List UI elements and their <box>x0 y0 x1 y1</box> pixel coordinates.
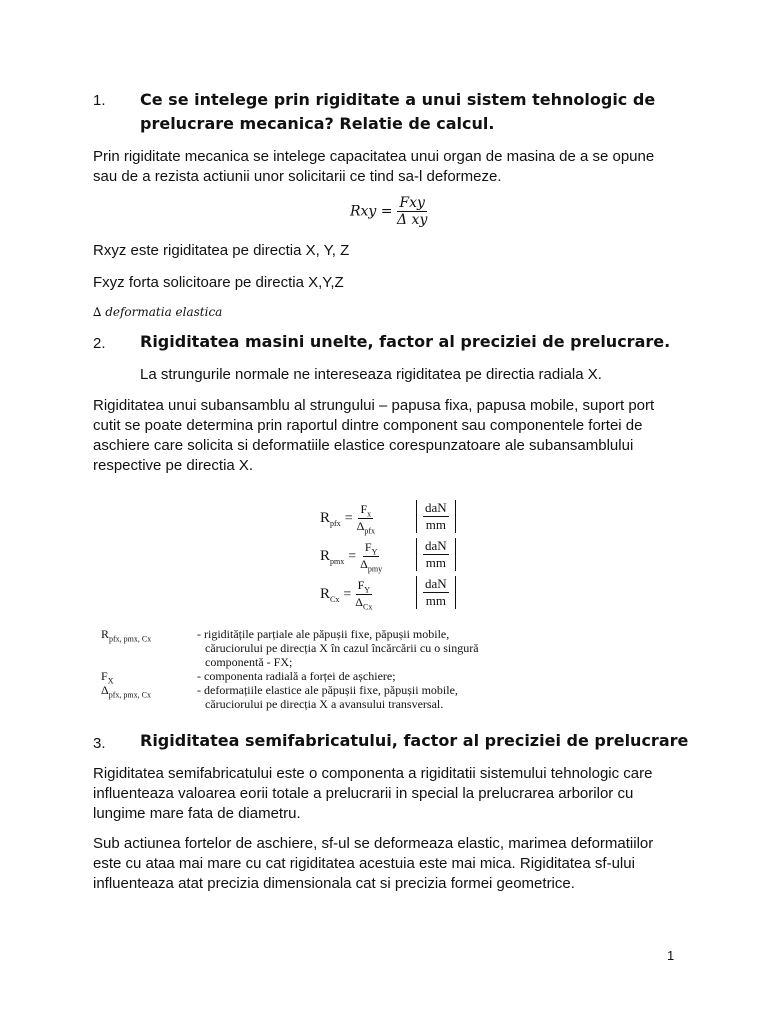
section-2-paragraph <box>93 396 703 476</box>
section-2-indent-line: La strungurile normale ne intereseaza rigiditatea pe directia radiala X. <box>140 366 602 383</box>
legend-line: componentă - FX; <box>205 655 293 669</box>
paragraph-line: Rigiditatea semifabricatului este o componenta a rigiditatii sistemului tehnologic care <box>93 765 653 782</box>
paragraph-line: este cu ataa mai mare cu cat rigiditatea acestuia este mai mica. Rigiditatea sf-ului <box>93 855 635 872</box>
section-1-title-line2: prelucrare mecanica? Relatie de calcul. <box>140 114 495 133</box>
formula-denominator: Δ xy <box>396 212 428 228</box>
formula-lhs: Rxy = <box>350 203 393 220</box>
legend-line: căruciorului pe direcția X în cazul încărcării cu o singură <box>205 641 479 655</box>
section-3-title: Rigiditatea semifabricatului, factor al preciziei de prelucrare <box>140 731 689 750</box>
unit-bracket: daN mm <box>416 576 456 609</box>
paragraph-line: respective pe directia X. <box>93 457 254 474</box>
paragraph-line: Sub actiunea fortelor de aschiere, sf-ul se deformeaza elastic, marimea deformatiilor <box>93 835 654 852</box>
section-3-paragraph-2 <box>93 834 703 894</box>
section-1-number: 1. <box>93 92 106 109</box>
section-3-number: 3. <box>93 735 106 752</box>
definition-delta: ∆ deformatia elastica <box>93 305 223 319</box>
rigidity-formula <box>350 195 427 228</box>
legend-line: căruciorului pe direcția X a avansului transversal. <box>205 697 444 711</box>
legend-symbol: $R_{pfx, pmx, Cx}$ <box>101 627 152 644</box>
section-1-paragraph <box>93 147 693 187</box>
paragraph-line: influenteaza atat precizia dimensionala cat si precizia formei geometrice. <box>93 875 575 892</box>
formula-legend <box>101 627 481 711</box>
formula-lhs: $R_{pfx}$ <box>320 509 341 528</box>
formula-numerator: Fxy <box>399 195 425 211</box>
legend-symbol: $F_X$ <box>101 669 114 686</box>
paragraph-line: lungime mare fata de diametru. <box>93 805 301 822</box>
paragraph-line: Rigiditatea unui subansamblu al strungului – papusa fixa, papusa mobile, suport port <box>93 397 655 414</box>
formula-fraction: $\frac{F_x}{\Delta_{pfx}}$ <box>356 502 375 536</box>
formula-row-pmx: $R_{pmx}$ = $\frac{F_Y}{\Delta_{pmy}}$ <box>320 540 383 574</box>
definition-rxyz: Rxyz este rigiditatea pe directia X, Y, Z <box>93 242 350 259</box>
section-2-number: 2. <box>93 335 106 352</box>
formula-row-pfx: $R_{pfx}$ = $\frac{F_x}{\Delta_{pfx}}$ <box>320 502 375 536</box>
paragraph-line: influenteaza valoarea eorii totale a prelucrarii in special la prelucrarea arborilor cu <box>93 785 634 802</box>
definition-fxyz: Fxyz forta solicitoare pe directia X,Y,Z <box>93 274 344 291</box>
unit-bracket: daN mm <box>416 500 456 533</box>
formula-fraction: $\frac{F_Y}{\Delta_{Cx}}$ <box>355 578 373 612</box>
formula-fraction <box>397 195 427 228</box>
partial-rigidity-formulas <box>320 498 480 618</box>
legend-line: - rigiditățile parțiale ale păpușii fixe, păpușii mobile, <box>197 627 450 641</box>
paragraph-line: aschiere care solicita si deformatiile elastice corespunzatoare ale subansamblului <box>93 437 634 454</box>
legend-line: - componenta radială a forței de așchiere; <box>197 669 396 683</box>
section-1-title <box>140 88 700 136</box>
formula-fraction: $\frac{F_Y}{\Delta_{pmy}}$ <box>360 540 383 574</box>
page-number: 1 <box>667 948 675 963</box>
paragraph-line: cutit se poate determina prin raportul dintre component sau componentele fortei de <box>93 417 643 434</box>
paragraph-line: Prin rigiditate mecanica se intelege capacitatea unui organ de masina de a se opune <box>93 148 655 165</box>
legend-line: - deformațiile elastice ale păpușii fixe, păpușii mobile, <box>197 683 458 697</box>
unit-bracket: daN mm <box>416 538 456 571</box>
section-1-title-line1: Ce se intelege prin rigiditate a unui sistem tehnologic de <box>140 90 656 109</box>
legend-symbol: $\Delta_{pfx, pmx, Cx}$ <box>101 683 151 700</box>
formula-lhs: $R_{Cx}$ <box>320 585 340 604</box>
formula-lhs: $R_{pmx}$ <box>320 547 345 566</box>
section-2-title: Rigiditatea masini unelte, factor al preciziei de prelucrare. <box>140 332 671 351</box>
paragraph-line: sau de a rezista actiunii unor solicitarii ce tind sa-l deformeze. <box>93 168 502 185</box>
formula-row-cx: $R_{Cx}$ = $\frac{F_Y}{\Delta_{Cx}}$ <box>320 578 373 612</box>
section-3-paragraph-1 <box>93 764 703 824</box>
